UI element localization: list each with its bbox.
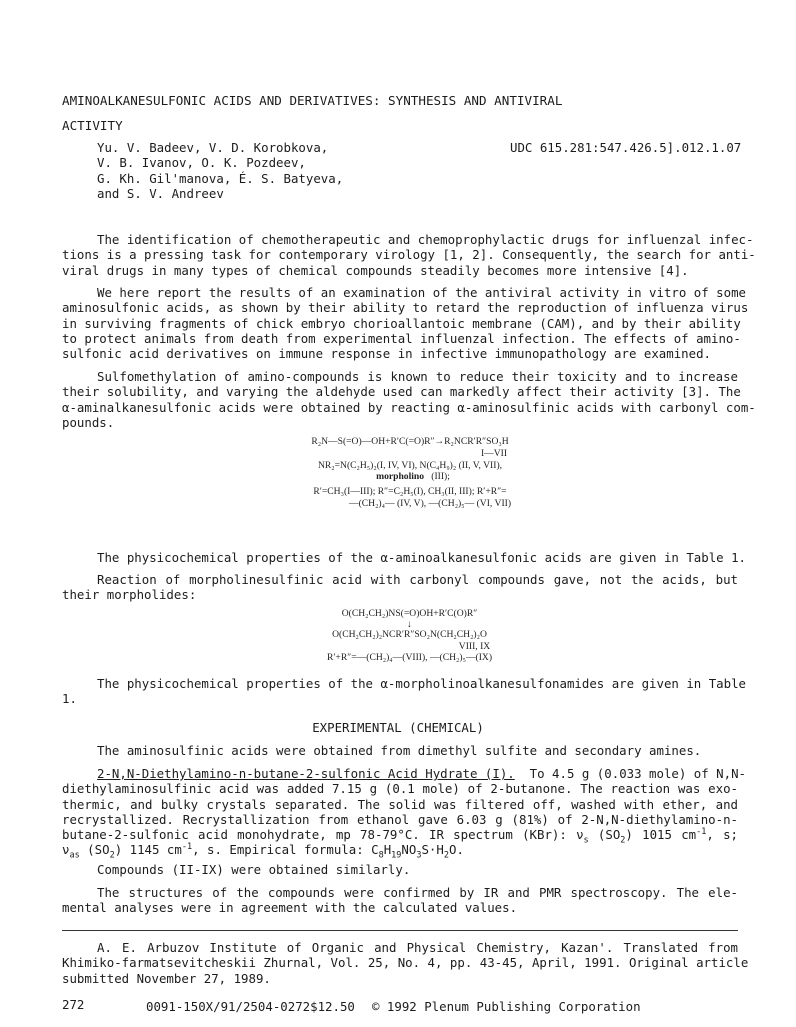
author-line: V. B. Ivanov, O. K. Pozdeev, <box>97 155 306 171</box>
copyright-notice: © 1992 Plenum Publishing Corporation <box>372 999 641 1014</box>
page-number: 272 <box>62 997 85 1012</box>
scheme-line: VIII, IX <box>458 640 491 652</box>
scheme-line: R′+R″=—(CH₂)₄—(VIII), —(CH₂)₅—(IX) <box>326 652 493 664</box>
author-list <box>97 140 343 201</box>
scheme-line: morpholino (III); <box>376 471 450 483</box>
reaction-scheme-1 <box>255 436 565 510</box>
udc-code: UDC 615.281:547.426.5].012.1.07 <box>510 140 742 155</box>
scheme-line: R′=CH₃(I—III); R″=C₂H₅(I), CH₃(II, III); R′+R″= <box>313 486 507 498</box>
article-title: AMINOALKANESULFONIC ACIDS AND DERIVATIVES: SYNTHESIS AND ANTIVIRAL ACTIVITY <box>62 93 563 133</box>
scheme-line: —(CH₂)₄— (IV, V), —(CH₂)₅— (VI, VII) <box>348 497 512 509</box>
paragraph-intro: The identification of chemotherapeutic and chemoprophylactic drugs for influenzal infec- tions is a pressing task for contemporary virology [1, 2]. Consequently, the search for anti- viral drugs in many types of chemical compounds steadily becomes more intensive [4]. <box>62 232 756 278</box>
paragraph-structures: The structures of the compounds were confirmed by IR and PMR spectroscopy. The ele- mental analyses were in agreement with the calculated values. <box>62 885 738 916</box>
scheme-line: I—VII <box>480 447 508 459</box>
scheme-line: NR₂=N(C₂H₅)₂(I, IV, VI), N(C₄H₉)₂ (II, V, VII), <box>317 459 503 471</box>
author-line: and S. V. Andreev <box>97 185 224 201</box>
section-heading: EXPERIMENTAL (CHEMICAL) <box>312 720 484 735</box>
paragraph-morpholides: Reaction of morpholinesulfinic acid with carbonyl compounds gave, not the acids, but their morpholides: <box>62 572 738 603</box>
paragraph-sulfomethylation: Sulfomethylation of amino-compounds is known to reduce their toxicity and to increase their solubility, and varying the aldehyde used can markedly affect their activity [3]. The α-aminalkanesulfonic acids were obtained by reacting α-aminosulfinic acids with carbonyl com- pounds. <box>62 369 756 430</box>
reaction-arrow: ↓ <box>407 618 412 630</box>
scheme-line: O(CH₂CH₂)NS(=O)OH+R′C(O)R″ <box>341 608 478 619</box>
compound-title: 2-N,N-Diethylamino-n-butane-2-sulfonic Acid Hydrate (I). <box>97 766 515 781</box>
footnote-divider <box>62 930 738 931</box>
paragraph-aims: We here report the results of an examination of the antiviral activity in vitro of some aminosulfonic acids, as shown by their ability to retard the reproduction of influenza virus in surviving fragments of chick embryo chorioallantoic membrane (CAM), and by their ability to protect animals from death from experimental influenzal infection. The effects of amino- sulfonic acid derivatives on immune response in infective immunopathology are examined. <box>62 285 749 362</box>
article-code: 0091-150X/91/2504-0272$12.50 <box>146 999 355 1014</box>
paragraph-table-ref-2: The physicochemical properties of the α-morpholinoalkanesulfonamides are given in Table 1. <box>62 676 747 707</box>
paragraph-synthesis-I: 2-N,N-Diethylamino-n-butane-2-sulfonic Acid Hydrate (I). To 4.5 g (0.033 mole) of N,N- diethylaminosulfinic acid was added 7.15 g (0.1 mole) of 2-butanone. The reaction was exo- thermic, and bulky crystals separated. The solid was filtered off, washed with ether, and recrystallized. Recrystallization from ethanol gave 6.03 g (81%) of 2-N,N-diethylamino-n- butane-2-sulfonic acid monohydrate, mp 78-79°C. IR spectrum (KBr): $\nu_s$ $(SO_2)$ 1015 $cm^{-1}$, s; $\nu_{as}$ $(SO_2)$ 1145 $cm^{-1}$, s. Empirical formula: $C_8H_{19}NO_3S\cdot H_2O$. <box>62 766 747 861</box>
scheme-line: R₂N—S(=O)—OH+R′C(=O)R″→R₂NCR′R″SO₃H <box>311 436 509 447</box>
author-line: Yu. V. Badeev, V. D. Korobkova, <box>97 140 329 155</box>
paragraph-aminosulfinic: The aminosulfinic acids were obtained from dimethyl sulfite and secondary amines. <box>97 743 702 758</box>
paragraph-similar: Compounds (II-IX) were obtained similarly. <box>97 862 411 877</box>
author-line: G. Kh. Gil'manova, É. S. Batyeva, <box>97 170 344 186</box>
paragraph-table-ref-1: The physicochemical properties of the α-aminoalkanesulfonic acids are given in Table 1. <box>97 550 747 565</box>
reaction-scheme-2 <box>282 608 537 664</box>
affiliation-footnote: A. E. Arbuzov Institute of Organic and Physical Chemistry, Kazan'. Translated from Khimiko-farmatsevitcheskii Zhurnal, Vol. 25, No. 4, pp. 43-45, April, 1991. Original article submitted November 27, 1989. <box>62 940 749 986</box>
scheme-line: O(CH₂CH₂)₂NCR′R″SO₂N(CH₂CH₂)₂O <box>332 628 487 640</box>
